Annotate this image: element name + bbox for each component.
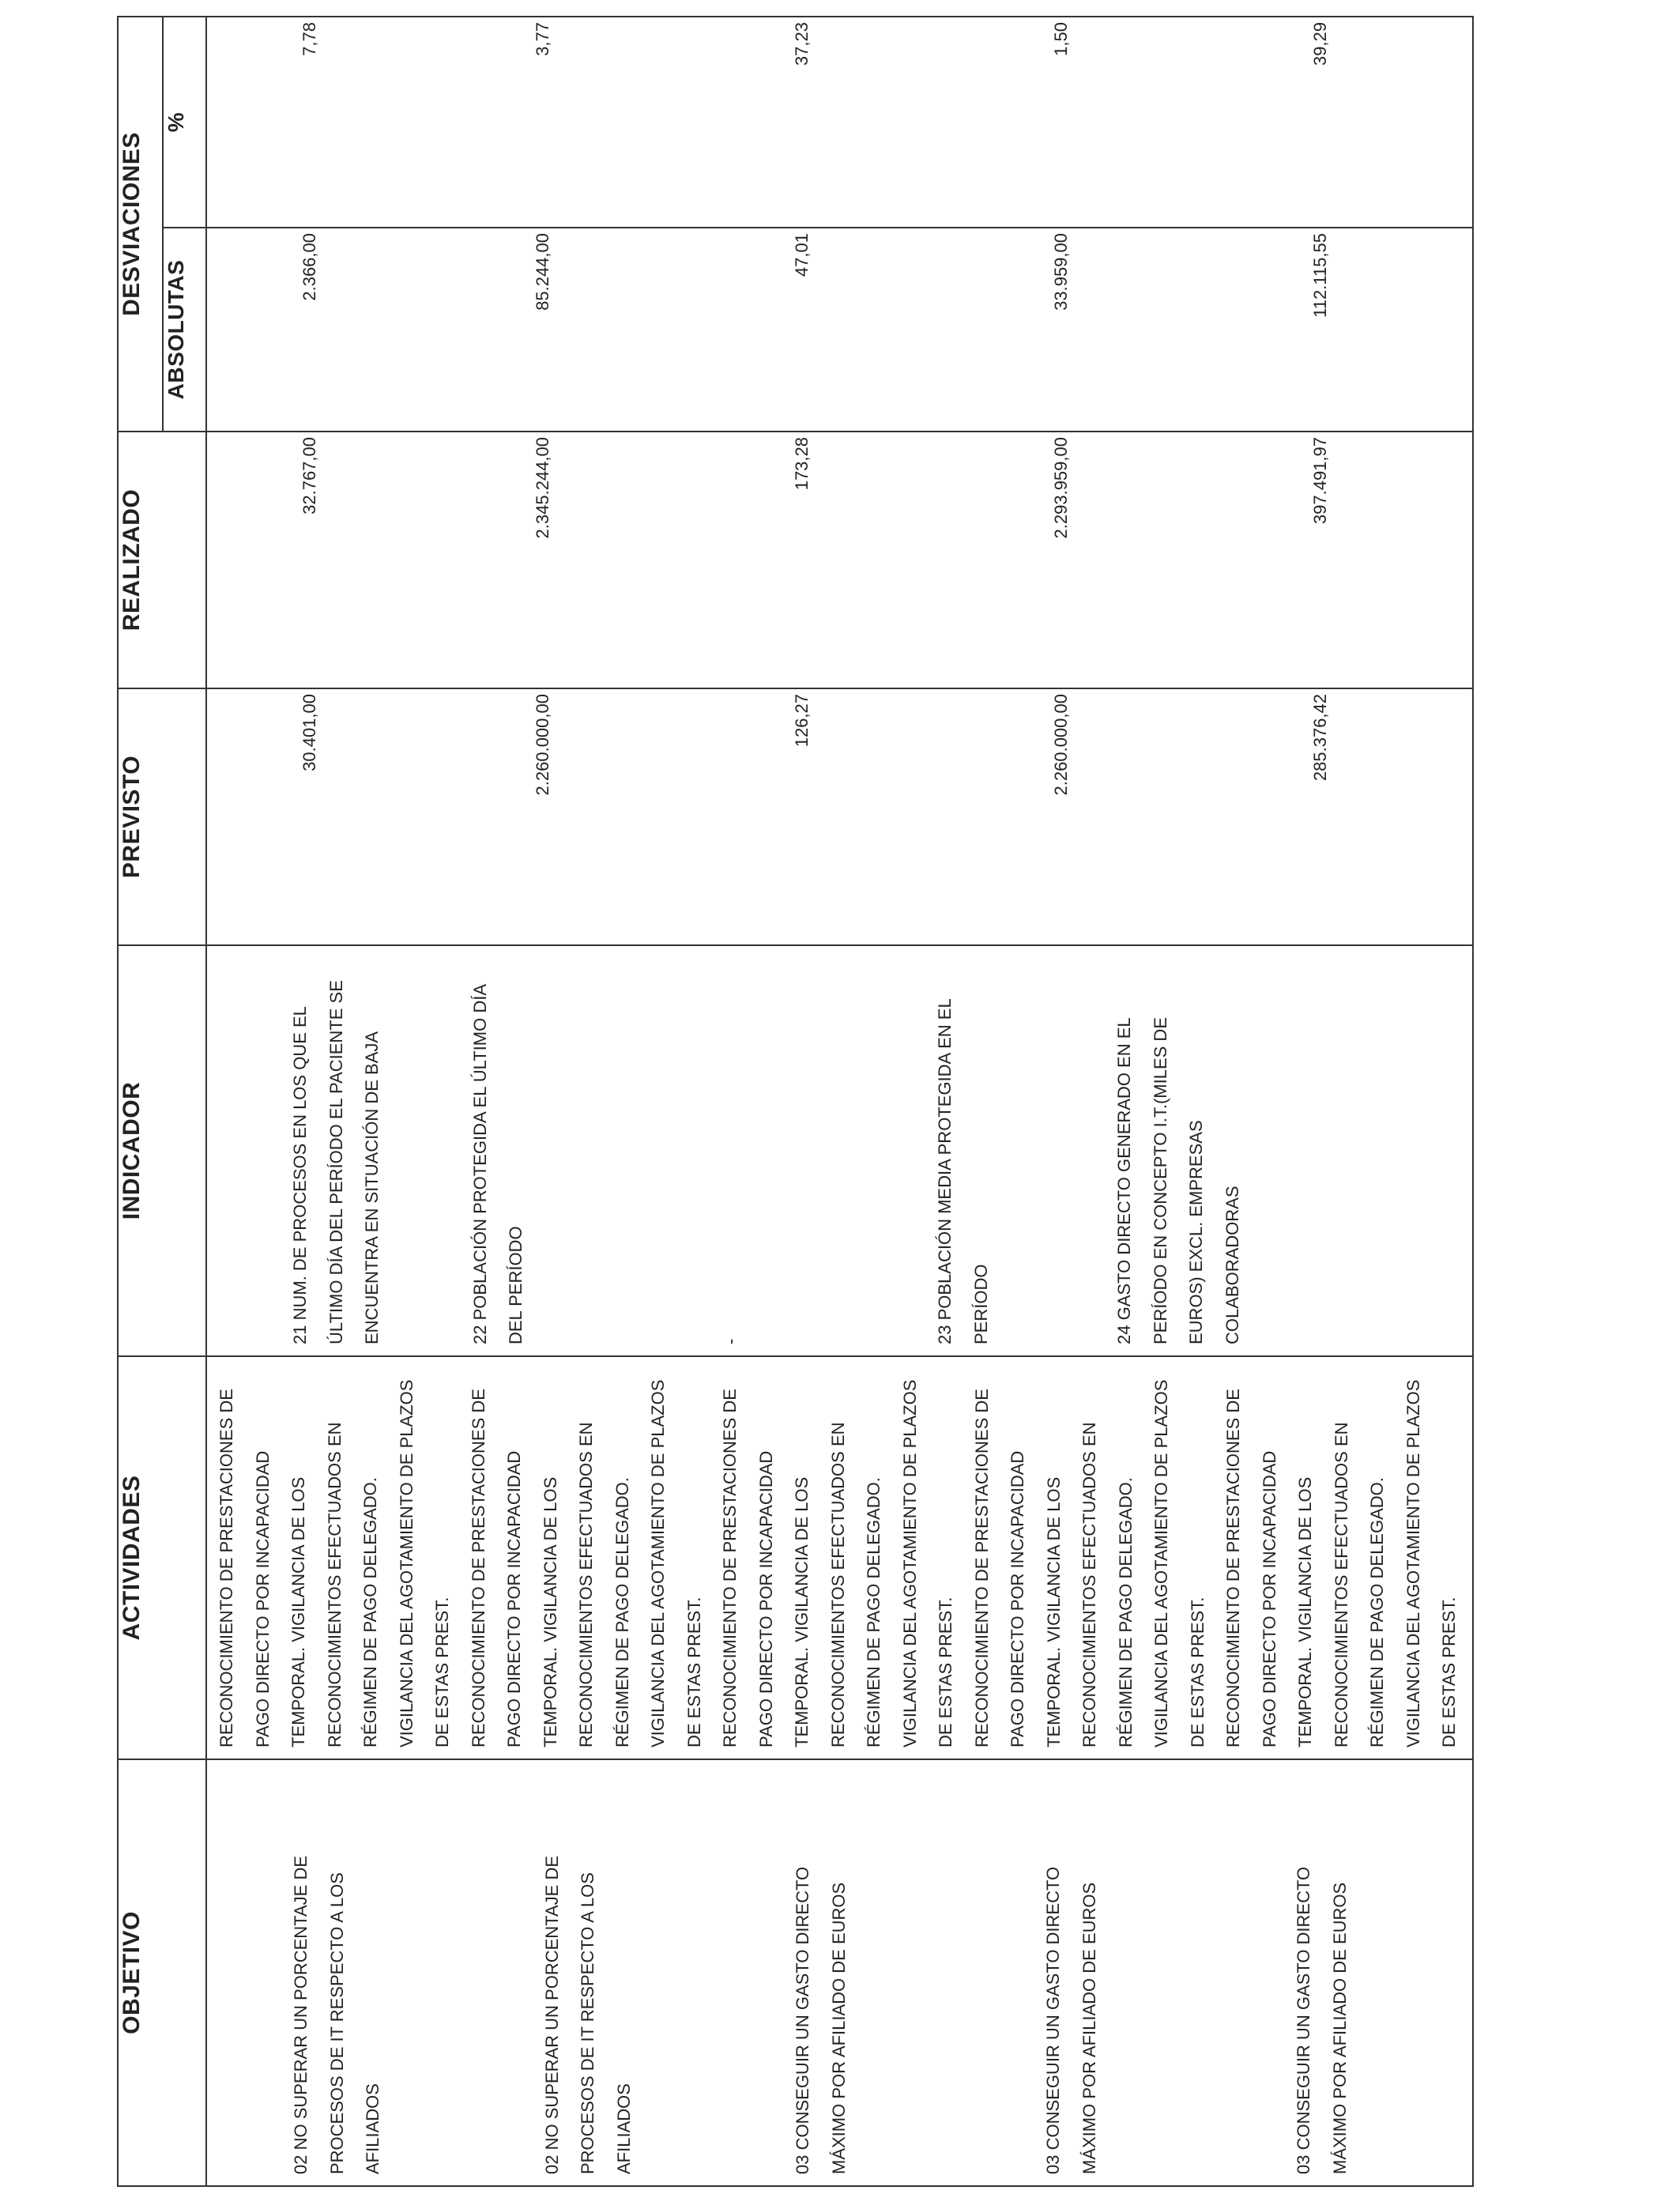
objetivo-text: 02 NO SUPERAR UN PORCENTAJE DE PROCESOS DE IT RESPECTO A LOS AFILIADOS	[541, 1855, 634, 2174]
objetivo-block-5	[1107, 1760, 1358, 2185]
realizado-value-5: 397.491,97	[1310, 437, 1330, 525]
objetivo-block-4	[857, 1760, 1107, 2185]
actividades-block-5: RECONOCIMIENTO DE PRESTACIONES DE PAGO DIRECTO POR INCAPACIDAD TEMPORAL. VIGILANCIA DE LOS RECONOCIMIENTOS EFECTUADOS EN RÉGIMEN DE PAGO DELEGADO. VIGILANCIA DEL AGOTAMIENTO DE PLAZOS DE ESTAS PREST.	[1223, 1379, 1459, 1747]
header-desviaciones: DESVIACIONES	[118, 17, 163, 432]
previsto-value-4: 2.260.000,00	[1051, 694, 1071, 796]
absolutas-column	[206, 228, 1473, 432]
previsto-value-1: 30.401,00	[299, 694, 319, 771]
absolutas-value-5: 112.115,55	[1310, 233, 1330, 318]
actividades-block-3: RECONOCIMIENTO DE PRESTACIONES DE PAGO DIRECTO POR INCAPACIDAD TEMPORAL. VIGILANCIA DE LOS RECONOCIMIENTOS EFECTUADOS EN RÉGIMEN DE PAGO DELEGADO. VIGILANCIA DEL AGOTAMIENTO DE PLAZOS DE ESTAS PREST.	[720, 1379, 955, 1747]
header-absolutas: ABSOLUTAS	[163, 228, 206, 432]
previsto-value-2: 2.260.000,00	[533, 694, 552, 796]
pct-value-2: 3,77	[533, 22, 552, 56]
realizado-value-2: 2.345.244,00	[533, 437, 552, 539]
previsto-value-3: 126,27	[792, 694, 812, 748]
header-pct: %	[163, 17, 206, 228]
objetivo-column	[206, 1759, 1473, 2186]
objetivo-block-3	[642, 1760, 857, 2185]
actividades-block-2: RECONOCIMIENTO DE PRESTACIONES DE PAGO DIRECTO POR INCAPACIDAD TEMPORAL. VIGILANCIA DE LOS RECONOCIMIENTOS EFECTUADOS EN RÉGIMEN DE PAGO DELEGADO. VIGILANCIA DEL AGOTAMIENTO DE PLAZOS DE ESTAS PREST.	[468, 1379, 704, 1747]
actividades-block-1: RECONOCIMIENTO DE PRESTACIONES DE PAGO DIRECTO POR INCAPACIDAD TEMPORAL. VIGILANCIA DE LOS RECONOCIMIENTOS EFECTUADOS EN RÉGIMEN DE PAGO DELEGADO. VIGILANCIA DEL AGOTAMIENTO DE PLAZOS DE ESTAS PREST.	[217, 1379, 452, 1747]
header-objetivo: OBJETIVO	[118, 1759, 206, 2186]
objetivo-block-1	[207, 1760, 391, 2185]
pct-value-5: 39,29	[1310, 22, 1330, 66]
objetivo-text: 03 CONSEGUIR UN GASTO DIRECTO MÁXIMO POR AFILIADO DE EUROS	[793, 1866, 849, 2174]
indicador-block-5: 24 GASTO DIRECTO GENERADO EN EL PERÍODO EN CONCEPTO I.T.(MILES DE EUROS) EXCL. EMPRESAS COLABORADORAS	[1114, 1017, 1242, 1344]
pct-value-4: 1,50	[1051, 22, 1071, 56]
previsto-value-5: 285.376,42	[1310, 694, 1330, 782]
absolutas-value-4: 33.959,00	[1051, 233, 1071, 311]
realizado-column	[206, 432, 1473, 688]
realizado-value-4: 2.293.959,00	[1051, 437, 1071, 539]
realizado-value-3: 173,28	[792, 437, 812, 491]
objetivo-text: 02 NO SUPERAR UN PORCENTAJE DE PROCESOS DE IT RESPECTO A LOS AFILIADOS	[291, 1855, 382, 2174]
actividades-block-4: RECONOCIMIENTO DE PRESTACIONES DE PAGO DIRECTO POR INCAPACIDAD TEMPORAL. VIGILANCIA DE LOS RECONOCIMIENTOS EFECTUADOS EN RÉGIMEN DE PAGO DELEGADO. VIGILANCIA DEL AGOTAMIENTO DE PLAZOS DE ESTAS PREST.	[971, 1379, 1207, 1747]
table-body-row	[206, 17, 1473, 2186]
indicador-block-4: 23 POBLACIÓN MEDIA PROTEGIDA EN EL PERÍODO	[935, 999, 991, 1344]
pct-value-3: 37,23	[792, 22, 812, 66]
report-table	[117, 16, 1474, 2187]
objetivo-text: 03 CONSEGUIR UN GASTO DIRECTO MÁXIMO POR AFILIADO DE EUROS	[1043, 1866, 1099, 2174]
absolutas-value-3: 47,01	[792, 233, 812, 277]
indicador-block-3: -	[720, 1338, 740, 1344]
header-indicador: INDICADOR	[118, 945, 206, 1356]
absolutas-value-1: 2.366,00	[299, 233, 319, 301]
indicador-block-1: 21 NUM. DE PROCESOS EN LOS QUE EL ÚLTIMO DÍA DEL PERÍODO EL PACIENTE SE ENCUENTRA EN SITUACIÓN DE BAJA	[290, 980, 382, 1344]
objetivo-text: 03 CONSEGUIR UN GASTO DIRECTO MÁXIMO POR AFILIADO DE EUROS	[1294, 1866, 1350, 2174]
indicador-block-2: 22 POBLACIÓN PROTEGIDA EL ÚLTIMO DÍA DEL PERÍODO	[469, 985, 525, 1344]
pct-value-1: 7,78	[299, 22, 319, 56]
previsto-column	[206, 688, 1473, 945]
header-realizado: REALIZADO	[118, 432, 206, 688]
header-previsto: PREVISTO	[118, 688, 206, 945]
objetivo-block-2	[391, 1760, 642, 2185]
pct-column	[206, 17, 1473, 228]
realizado-value-1: 32.767,00	[299, 437, 319, 515]
header-actividades: ACTIVIDADES	[118, 1356, 206, 1759]
actividades-column	[206, 1356, 1473, 1759]
absolutas-value-2: 85.244,00	[533, 233, 552, 311]
rotated-report-sheet	[117, 17, 1472, 2187]
indicador-column	[206, 945, 1473, 1356]
